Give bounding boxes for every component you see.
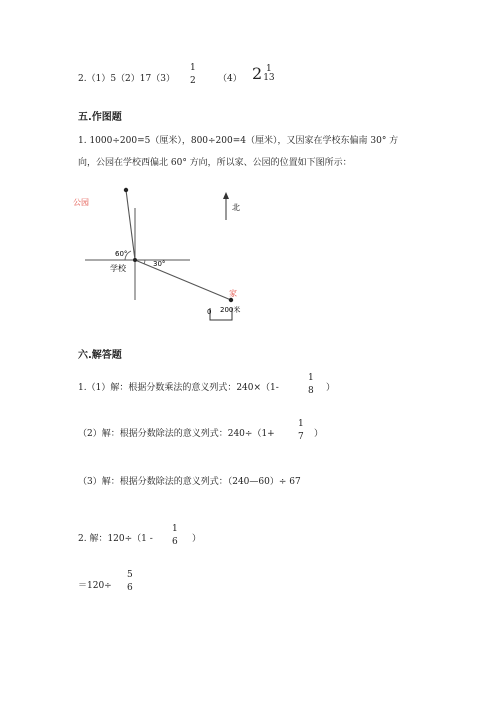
fraction-numerator: 1 [190, 63, 196, 73]
fraction-numerator: 1 [298, 419, 304, 429]
angle30-label: 30° [153, 260, 166, 268]
q2-part4: （4） [218, 74, 242, 84]
answer-1-3: （3）解：根据分数除法的意义列式：（240—60）÷ 67 [78, 477, 301, 487]
angle30-arc [144, 260, 145, 264]
answer-2: 2. 解：120÷（1 - [78, 534, 153, 544]
fraction-denominator: 13 [263, 72, 275, 83]
answer-2-fraction [170, 525, 180, 547]
fraction-numerator: 1 [266, 63, 272, 74]
scale-200-label: 200米 [220, 306, 241, 314]
answer-1-2-end: ） [314, 429, 324, 439]
answer-1-1-fraction [306, 374, 316, 396]
fraction-denominator: 8 [308, 386, 314, 396]
north-label: 北 [232, 203, 240, 212]
home-point [229, 298, 233, 302]
home-label: 家 [229, 289, 237, 298]
section5-line1: 1. 1000÷200=5（厘米），800÷200=4（厘米），又因家在学校东偏南 30° 方 [78, 136, 399, 146]
home-line [135, 260, 231, 300]
fraction-denominator: 7 [298, 432, 304, 442]
answer-1-1-end: ） [326, 383, 336, 393]
section5-title: 五.作图题 [78, 112, 122, 123]
section6-title: 六.解答题 [78, 350, 122, 361]
fraction-numerator: 5 [127, 570, 133, 580]
fraction-numerator: 1 [308, 373, 314, 383]
answer-2-step-fraction [125, 571, 135, 593]
park-point [124, 188, 128, 192]
fraction-denominator: 6 [127, 583, 133, 593]
park-label: 公园 [73, 198, 89, 207]
answer-1-2: （2）解：根据分数除法的意义列式：240÷（1+ [78, 429, 275, 439]
north-arrow-icon [223, 192, 229, 199]
answer-2-step: ＝120÷ [78, 581, 112, 591]
section5-line2: 向，公园在学校西偏北 60° 方向，所以家、公园的位置如下图所示： [78, 158, 352, 168]
school-label: 学校 [110, 264, 126, 273]
answer-1-2-fraction [296, 420, 306, 442]
answer-2-end: ） [192, 534, 202, 544]
fraction-numerator: 1 [172, 524, 178, 534]
school-point [133, 258, 137, 262]
q2-prefix: 2.（1）5（2）17（3） [78, 74, 175, 84]
fraction-denominator: 2 [190, 76, 196, 86]
scale-zero-label: 0 [207, 308, 212, 316]
angle60-label: 60° [115, 250, 128, 258]
mixed-whole: 2 [252, 64, 263, 83]
answer-1-1: 1.（1）解：根据分数乘法的意义列式：240×（1- [78, 383, 279, 393]
fraction-denominator: 6 [172, 537, 178, 547]
